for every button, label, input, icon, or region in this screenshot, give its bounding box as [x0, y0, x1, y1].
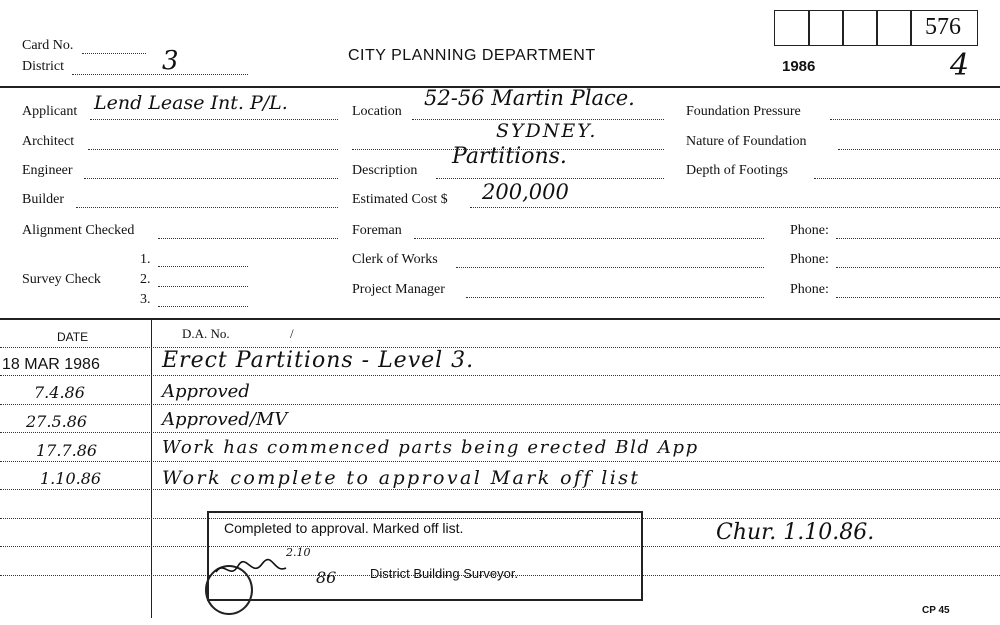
log-text-4: Work complete to approval Mark off list: [162, 467, 641, 489]
location-value-1: 52-56 Martin Place.: [424, 86, 635, 110]
foreman-line: [414, 238, 764, 239]
da-header: D.A. No.: [182, 326, 230, 341]
foundation-pressure-line: [830, 119, 1000, 120]
foreman-phone-label: Phone:: [790, 223, 829, 238]
log-text-0: Erect Partitions - Level 3.: [162, 348, 475, 373]
district-value: 3: [162, 46, 179, 76]
description-label: Description: [352, 163, 418, 178]
survey-1-label: 1.: [140, 252, 151, 267]
foreman-label: Foreman: [352, 223, 402, 238]
nature-label: Nature of Foundation: [686, 134, 807, 149]
log-text-3: Work has commenced parts being erected Bld App: [162, 437, 699, 458]
card-box-3: [842, 10, 878, 46]
clerk-phone-line: [836, 267, 1000, 268]
description-line: [436, 178, 664, 179]
depth-label: Depth of Footings: [686, 163, 788, 178]
foundation-pressure-label: Foundation Pressure: [686, 104, 801, 119]
engineer-line: [84, 178, 338, 179]
log-rule-4: [0, 461, 1000, 462]
card-number: 576: [925, 14, 961, 40]
log-divider: [151, 318, 152, 618]
foreman-phone-line: [836, 238, 1000, 239]
location-value-2: SYDNEY.: [496, 120, 598, 142]
log-text-2: Approved/MV: [162, 409, 288, 430]
stamp-line-1: Completed to approval. Marked off list.: [224, 520, 464, 536]
pm-phone-label: Phone:: [790, 282, 829, 297]
alignment-label: Alignment Checked: [22, 223, 135, 238]
log-text-1: Approved: [162, 381, 250, 402]
pm-phone-line: [836, 297, 1000, 298]
estimated-cost-line: [470, 207, 1000, 208]
architect-line: [88, 149, 338, 150]
survey-3-line: [158, 306, 248, 307]
log-rule-0: [0, 347, 1000, 348]
pm-label: Project Manager: [352, 282, 445, 297]
description-value: Partitions.: [452, 144, 567, 169]
log-top-rule: [0, 318, 1000, 320]
log-date-0: 18 MAR 1986: [2, 356, 100, 373]
pm-line: [466, 297, 764, 298]
log-rule-1: [0, 375, 1000, 376]
survey-2-line: [158, 286, 248, 287]
footer-code: CP 45: [922, 605, 950, 616]
stamp-signature-mark: [212, 550, 292, 590]
log-rule-2: [0, 404, 1000, 405]
stamp-year: 86: [316, 568, 337, 587]
log-date-3: 17.7.86: [36, 441, 98, 460]
applicant-value: Lend Lease Int. P/L.: [94, 92, 288, 114]
survey-3-label: 3.: [140, 292, 151, 307]
signoff: Chur. 1.10.86.: [716, 520, 875, 545]
applicant-label: Applicant: [22, 104, 78, 119]
estimated-cost-value: 200,000: [482, 180, 569, 204]
log-rule-5: [0, 489, 1000, 490]
stamp-line-2: District Building Surveyor.: [370, 566, 519, 581]
clerk-label: Clerk of Works: [352, 252, 438, 267]
builder-label: Builder: [22, 192, 64, 207]
log-date-1: 7.4.86: [34, 383, 85, 402]
district-label: District: [22, 59, 64, 74]
architect-label: Architect: [22, 134, 75, 149]
survey-1-line: [158, 266, 248, 267]
log-date-4: 1.10.86: [40, 469, 102, 488]
card-no-label: Card No.: [22, 38, 74, 53]
survey-2-label: 2.: [140, 272, 151, 287]
da-slash: /: [290, 326, 294, 341]
location-label: Location: [352, 104, 402, 119]
applicant-line: [90, 119, 338, 120]
nature-line: [838, 149, 1000, 150]
alignment-line: [158, 238, 338, 239]
depth-line: [814, 178, 1000, 179]
log-rule-3: [0, 432, 1000, 433]
sub-number: 4: [950, 48, 970, 83]
year: 1986: [782, 58, 816, 75]
card-no-line: [82, 53, 146, 54]
engineer-label: Engineer: [22, 163, 73, 178]
log-date-2: 27.5.86: [26, 412, 88, 431]
builder-line: [76, 207, 338, 208]
clerk-line: [456, 267, 764, 268]
district-line: [72, 74, 248, 75]
card-box-1: [774, 10, 810, 46]
stamp-initials: 2.10: [286, 546, 311, 559]
estimated-cost-label: Estimated Cost $: [352, 192, 448, 207]
department-title: CITY PLANNING DEPARTMENT: [348, 47, 596, 64]
card-box-4: [876, 10, 912, 46]
date-header: DATE: [57, 330, 89, 344]
clerk-phone-label: Phone:: [790, 252, 829, 267]
card-box-2: [808, 10, 844, 46]
survey-label: Survey Check: [22, 272, 101, 287]
